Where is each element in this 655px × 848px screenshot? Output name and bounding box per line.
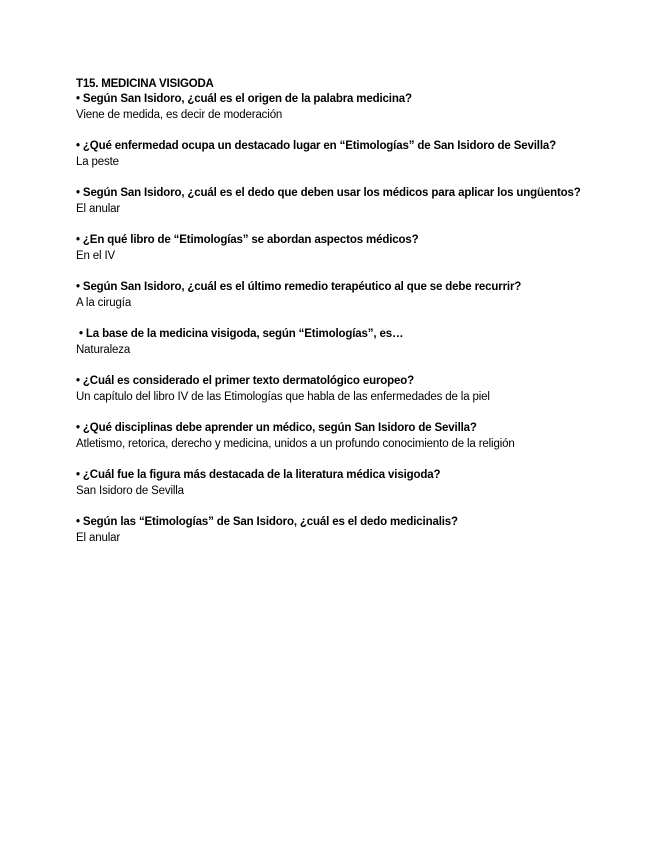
question-text: • ¿En qué libro de “Etimologías” se abordan aspectos médicos? bbox=[76, 234, 419, 246]
qa-item bbox=[76, 92, 636, 123]
answer-text: La peste bbox=[76, 155, 119, 168]
question-text: • Según las “Etimologías” de San Isidoro, ¿cuál es el dedo medicinalis? bbox=[76, 516, 458, 528]
answer-text: Un capítulo del libro IV de las Etimologías que habla de las enfermedades de la piel bbox=[76, 390, 490, 403]
document-page bbox=[76, 77, 636, 562]
question-text: • ¿Cuál es considerado el primer texto dermatológico europeo? bbox=[76, 375, 415, 387]
qa-item bbox=[76, 139, 636, 170]
question-text: • La base de la medicina visigoda, según “Etimologías”, es… bbox=[79, 328, 404, 340]
question-text: • Según San Isidoro, ¿cuál es el último remedio terapéutico al que se debe recurrir? bbox=[76, 281, 522, 293]
question-text: • ¿Qué disciplinas debe aprender un médico, según San Isidoro de Sevilla? bbox=[76, 422, 477, 434]
answer-text: San Isidoro de Sevilla bbox=[76, 484, 184, 497]
qa-item bbox=[76, 468, 636, 499]
answer-text: Atletismo, retorica, derecho y medicina, unidos a un profundo conocimiento de la religión bbox=[76, 437, 515, 450]
qa-item bbox=[76, 327, 636, 358]
qa-item bbox=[76, 186, 636, 217]
answer-text: Naturaleza bbox=[76, 343, 131, 356]
answer-text: Viene de medida, es decir de moderación bbox=[76, 108, 283, 121]
answer-text: El anular bbox=[76, 202, 121, 215]
question-text: • ¿Qué enfermedad ocupa un destacado lugar en “Etimologías” de San Isidoro de Sevilla? bbox=[76, 140, 556, 152]
answer-text: A la cirugía bbox=[76, 296, 132, 309]
question-text: • ¿Cuál fue la figura más destacada de la literatura médica visigoda? bbox=[76, 469, 441, 481]
qa-item bbox=[76, 233, 636, 264]
answer-text: En el IV bbox=[76, 249, 116, 262]
qa-item bbox=[76, 374, 636, 405]
question-text: • Según San Isidoro, ¿cuál es el origen de la palabra medicina? bbox=[76, 93, 412, 105]
question-text: • Según San Isidoro, ¿cuál es el dedo que deben usar los médicos para aplicar los ungüentos? bbox=[76, 187, 581, 199]
qa-item bbox=[76, 421, 636, 452]
page-title: T15. MEDICINA VISIGODA bbox=[76, 78, 214, 90]
qa-item bbox=[76, 280, 636, 311]
answer-text: El anular bbox=[76, 531, 121, 544]
qa-item bbox=[76, 515, 636, 546]
